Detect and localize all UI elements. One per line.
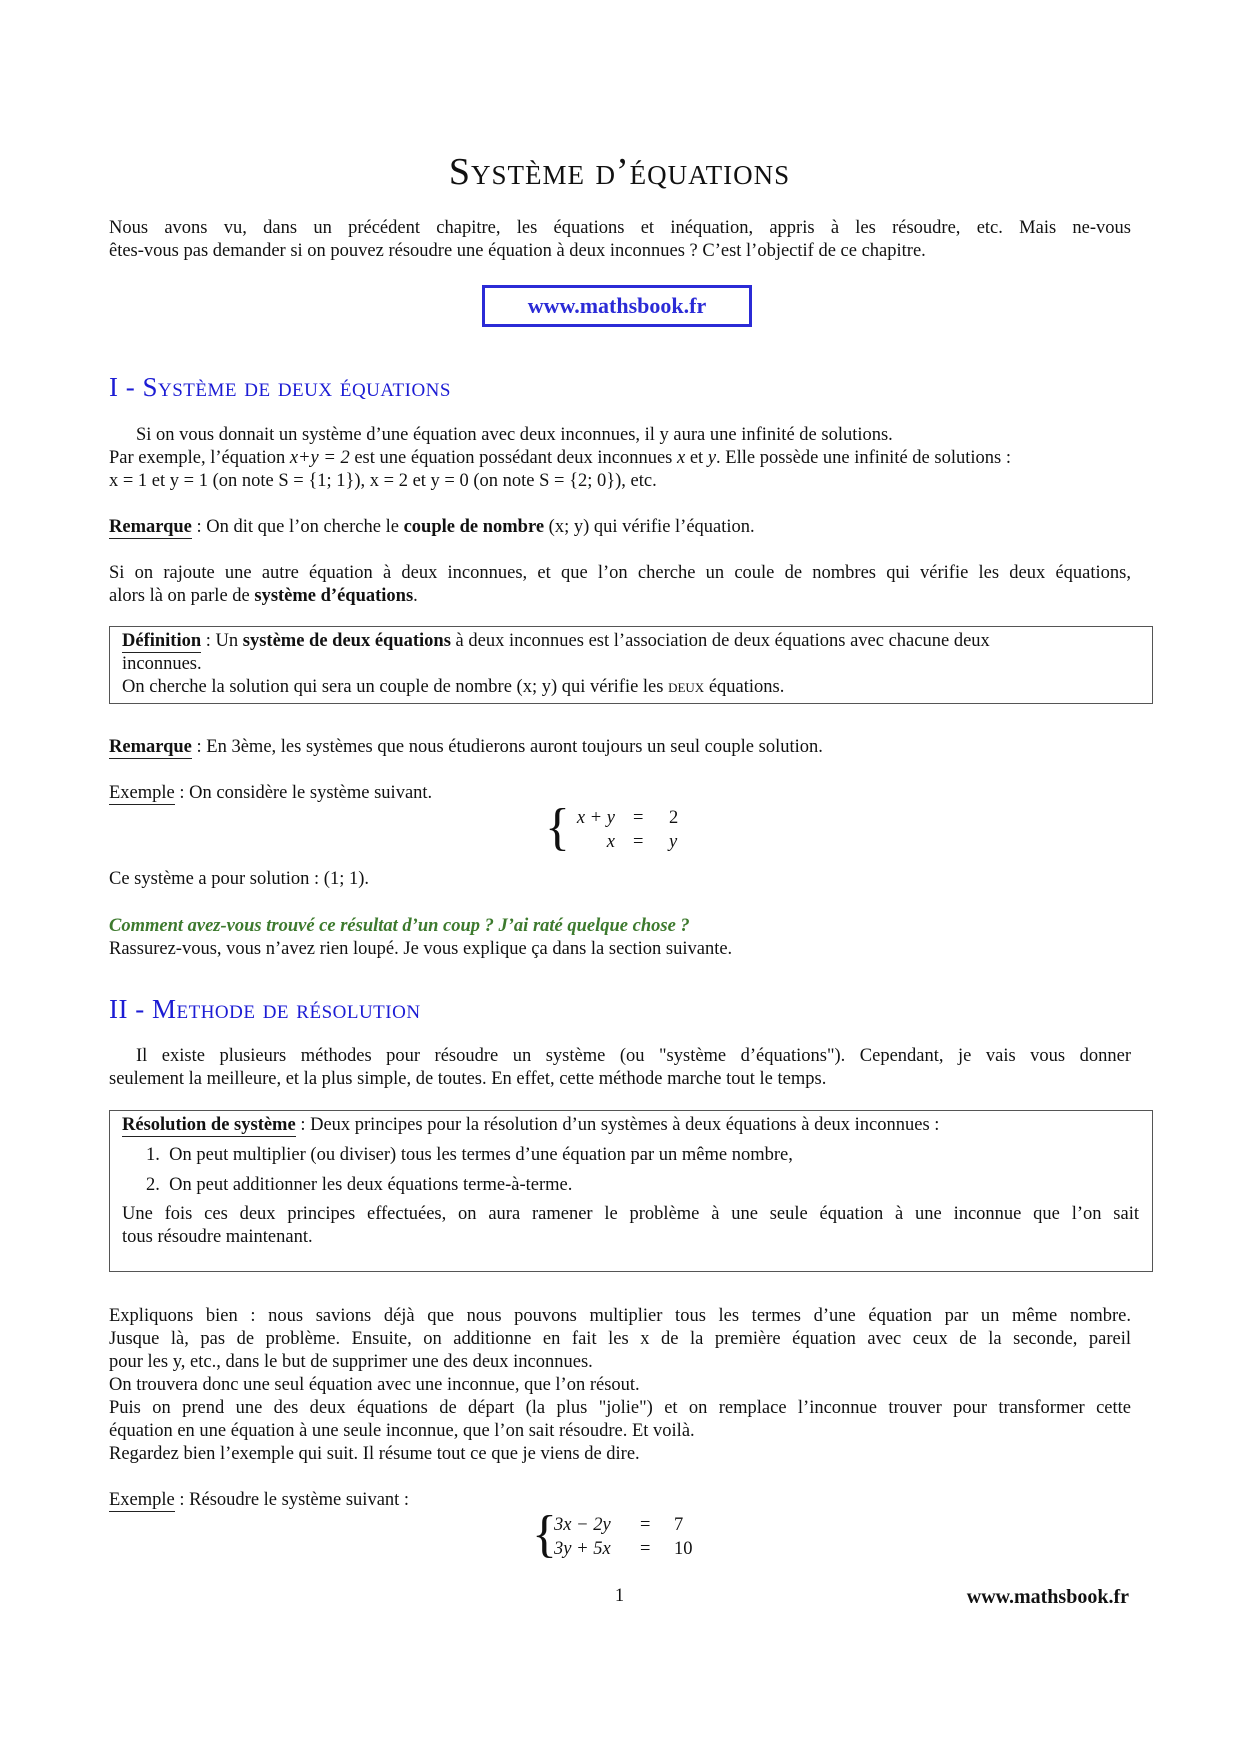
remark-label: Remarque [109, 737, 192, 757]
text-span: Par exemple, l’équation [109, 448, 290, 468]
var-x: x [677, 448, 686, 468]
explanation-line-4: On trouvera donc une seul équation avec une inconnue, que l’on résout. [109, 1375, 640, 1395]
system-1 [545, 799, 695, 860]
item-number: 2. [146, 1175, 170, 1195]
left-brace: { [545, 799, 570, 856]
item-text: On peut multiplier (ou diviser) tous les termes d’une équation par un même nombre, [169, 1145, 793, 1165]
text-span: : On considère le système suivant. [174, 783, 433, 803]
intro-line-1: Nous avons vu, dans un précédent chapitre, les équations et inéquation, appris à les résoudre, etc. Mais ne-vous [109, 218, 1131, 238]
example-label: Exemple [109, 783, 175, 803]
sec1-paragraph-3: x = 1 et y = 1 (on note S = {1; 1}), x = 2 et y = 0 (on note S = {2; 0}), etc. [109, 471, 657, 491]
sec1-paragraph-4: Si on rajoute une autre équation à deux inconnues, et que l’on cherche un coule de nombres qui vérifie les deux équations, [109, 563, 1131, 583]
var-y: y [707, 448, 717, 468]
explanation-line-2: Jusque là, pas de problème. Ensuite, on additionne en fait les x de la première équation avec ceux de la seconde, pareil [109, 1329, 1131, 1349]
principle-item-2 [146, 1175, 572, 1196]
intro-line-2: êtes-vous pas demander si on pouvez résoudre une équation à deux inconnues ? C’est l’objectif de ce chapitre. [109, 241, 926, 261]
sys2-r2-eq: = [640, 1539, 651, 1559]
text-span: (x; y) qui vérifie l’équation. [544, 517, 755, 537]
definition-line-3 [122, 677, 784, 698]
page-title: Système d’équations [448, 151, 791, 193]
explanation-line-5: Puis on prend une des deux équations de départ (la plus "jolie") et on remplace l’inconnue trouver pour transformer cette [109, 1398, 1131, 1418]
sys1-r2-lhs: x [606, 832, 615, 852]
sys2-r1-lhs: 3x − 2y [554, 1515, 611, 1535]
explanation-line-7: Regardez bien l’exemple qui suit. Il résume tout ce que je viens de dire. [109, 1444, 640, 1464]
sec2-paragraph-2: seulement la meilleure, et la plus simple, de toutes. En effet, cette méthode marche tout le temps. [109, 1069, 827, 1089]
sys2-r1-eq: = [640, 1515, 651, 1535]
definition-line-1 [122, 631, 990, 652]
text-span: : Deux principes pour la résolution d’un systèmes à deux équations à deux inconnues : [295, 1115, 940, 1135]
text-span: . [413, 586, 418, 606]
sys1-r1-lhs: x + y [576, 808, 615, 828]
bold-term: système d’équations [254, 586, 414, 606]
text-span: . Elle possède une infinité de solutions : [716, 448, 1011, 468]
item-text: On peut additionner les deux équations terme-à-terme. [169, 1175, 573, 1195]
sys2-r2-lhs: 3y + 5x [554, 1539, 611, 1559]
resolution-box [109, 1110, 1153, 1272]
sec1-paragraph-1: Si on vous donnait un système d’une équation avec deux inconnues, il y aura une infinité de solutions. [136, 425, 893, 445]
text-span: équations. [704, 677, 785, 697]
text-span: On cherche la solution qui sera un couple de nombre (x; y) qui vérifie les [122, 677, 669, 697]
answer-line: Rassurez-vous, vous n’avez rien loupé. Je vous explique ça dans la section suivante. [109, 939, 733, 959]
sys1-r1-eq: = [633, 808, 644, 828]
remark-1 [109, 517, 755, 538]
explanation-line-6: équation en une équation à une seule inconnue, que l’on sait résoudre. Et voilà. [109, 1421, 695, 1441]
bold-term: système de deux équations [242, 631, 451, 651]
remark-2 [109, 737, 823, 758]
principle-item-1 [146, 1145, 793, 1166]
definition-line-2: inconnues. [122, 654, 202, 674]
sys1-r2-eq: = [633, 832, 644, 852]
page-number: 1 [614, 1586, 625, 1606]
bold-term: couple de nombre [403, 517, 545, 537]
sec1-paragraph-2 [109, 448, 1011, 469]
sys2-r2-rhs: 10 [674, 1539, 693, 1559]
question-line: Comment avez-vous trouvé ce résultat d’un coup ? J’ai raté quelque chose ? [109, 916, 690, 936]
remark-label: Remarque [109, 517, 192, 537]
text-span: alors là on parle de [109, 586, 255, 606]
definition-box [109, 626, 1153, 704]
resolution-label: Résolution de système [122, 1115, 296, 1135]
text-span: à deux inconnues est l’association de deux équations avec chacune deux [450, 631, 990, 651]
example-label: Exemple [109, 1490, 175, 1510]
explanation-line-3: pour les y, etc., dans le but de supprimer une des deux inconnues. [109, 1352, 593, 1372]
text-span: : On dit que l’on cherche le [191, 517, 404, 537]
sys2-r1-rhs: 7 [674, 1515, 684, 1535]
item-number: 1. [146, 1145, 170, 1165]
example-2 [109, 1490, 409, 1511]
section-1-heading: I - Système de deux équations [109, 372, 451, 402]
website-link-box[interactable]: www.mathsbook.fr [482, 285, 752, 327]
resolution-line-1 [122, 1115, 939, 1136]
text-span: : En 3ème, les systèmes que nous étudierons auront toujours un seul couple solution. [191, 737, 823, 757]
resolution-conclusion-1: Une fois ces deux principes effectuées, on aura ramener le problème à une seule équation à une inconnue que l’on sait [122, 1204, 1139, 1224]
system-2 [532, 1506, 712, 1567]
sec2-paragraph-1: Il existe plusieurs méthodes pour résoudre un système (ou "système d’équations"). Cependant, je vais vous donner [136, 1046, 1131, 1066]
example-1 [109, 783, 432, 804]
text-span: : Un [201, 631, 243, 651]
sys1-r2-rhs: y [669, 832, 678, 852]
resolution-conclusion-2: tous résoudre maintenant. [122, 1227, 313, 1247]
definition-label: Définition [122, 631, 202, 651]
section-2-heading: II - Methode de résolution [109, 994, 421, 1024]
sec1-paragraph-5 [109, 586, 418, 607]
footer-website-link[interactable]: www.mathsbook.fr [966, 1586, 1129, 1608]
equation-inline: x+y = 2 [289, 448, 350, 468]
explanation-line-1: Expliquons bien : nous savions déjà que nous pouvons multiplier tous les termes d’une équation par un même nombre. [109, 1306, 1131, 1326]
smallcaps-term: deux [668, 677, 705, 697]
solution-line: Ce système a pour solution : (1; 1). [109, 869, 369, 889]
left-brace: { [532, 1506, 557, 1563]
text-span: et [685, 448, 708, 468]
sys1-r1-rhs: 2 [669, 808, 679, 828]
text-span: est une équation possédant deux inconnues [349, 448, 677, 468]
text-span: : Résoudre le système suivant : [174, 1490, 410, 1510]
